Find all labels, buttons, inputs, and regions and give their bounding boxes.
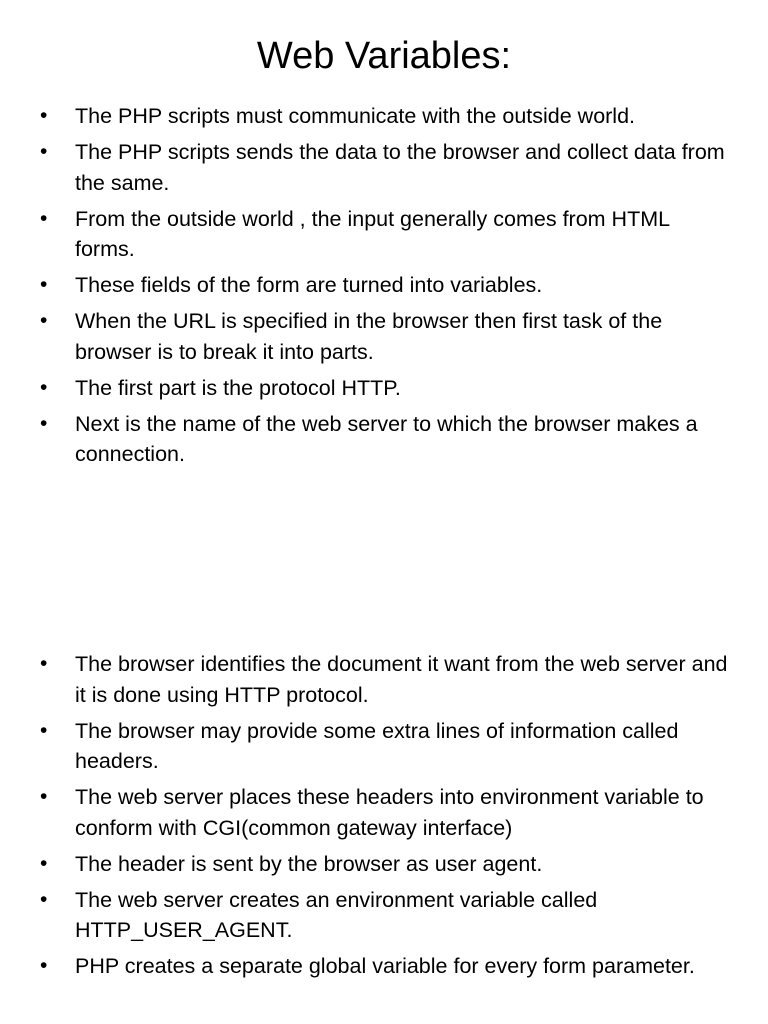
list-item-text: The PHP scripts must communicate with the outside world. [75, 104, 636, 128]
list-item-text: Next is the name of the web server to which the browser makes a connection. [75, 411, 698, 466]
list-item [40, 137, 730, 198]
bullet-icon: • [40, 411, 48, 435]
list-item [40, 885, 730, 946]
list-item [40, 409, 730, 470]
bullet-icon: • [40, 140, 48, 163]
list-item-text: When the URL is specified in the browser then first task of the browser is to break it into parts. [75, 309, 663, 364]
bullet-icon: • [40, 851, 48, 875]
list-item-text: These fields of the form are turned into variables. [75, 273, 543, 297]
bullet-icon: • [40, 309, 48, 332]
list-item [40, 101, 730, 132]
list-item-text: The web server creates an environment variable called HTTP_USER_AGENT. [75, 887, 598, 942]
bullet-icon: • [40, 785, 48, 808]
list-item [40, 849, 730, 880]
list-item [40, 306, 730, 367]
list-item-text: The PHP scripts sends the data to the browser and collect data from the same. [75, 140, 725, 195]
bullet-icon: • [40, 104, 48, 127]
bullet-icon: • [40, 887, 48, 911]
list-item-text: The browser identifies the document it want from the web server and it is done using HTTP protocol. [75, 652, 728, 707]
page-title: Web Variables: [256, 35, 512, 77]
list-item-text: The browser may provide some extra lines of information called headers. [75, 718, 679, 773]
bullet-icon: • [40, 718, 48, 742]
bullet-list-section-2 [40, 649, 730, 987]
list-item-text: The web server places these headers into environment variable to conform with CGI(common gateway interface) [75, 785, 704, 840]
bullet-list-section-1 [40, 101, 730, 475]
list-item-text: From the outside world , the input generally comes from HTML forms. [75, 206, 670, 261]
bullet-icon: • [40, 206, 48, 230]
list-item [40, 204, 730, 265]
list-item-text: PHP creates a separate global variable for every form parameter. [75, 954, 695, 978]
bullet-icon: • [40, 273, 48, 296]
list-item [40, 373, 730, 404]
list-item [40, 649, 730, 710]
list-item-text: The first part is the protocol HTTP. [75, 375, 401, 400]
bullet-icon: • [40, 375, 48, 399]
list-item-text: The header is sent by the browser as user agent. [75, 851, 543, 876]
list-item [40, 716, 730, 777]
list-item [40, 270, 730, 301]
list-item [40, 951, 730, 982]
list-item [40, 782, 730, 843]
bullet-icon: • [40, 954, 48, 977]
bullet-icon: • [40, 652, 48, 675]
